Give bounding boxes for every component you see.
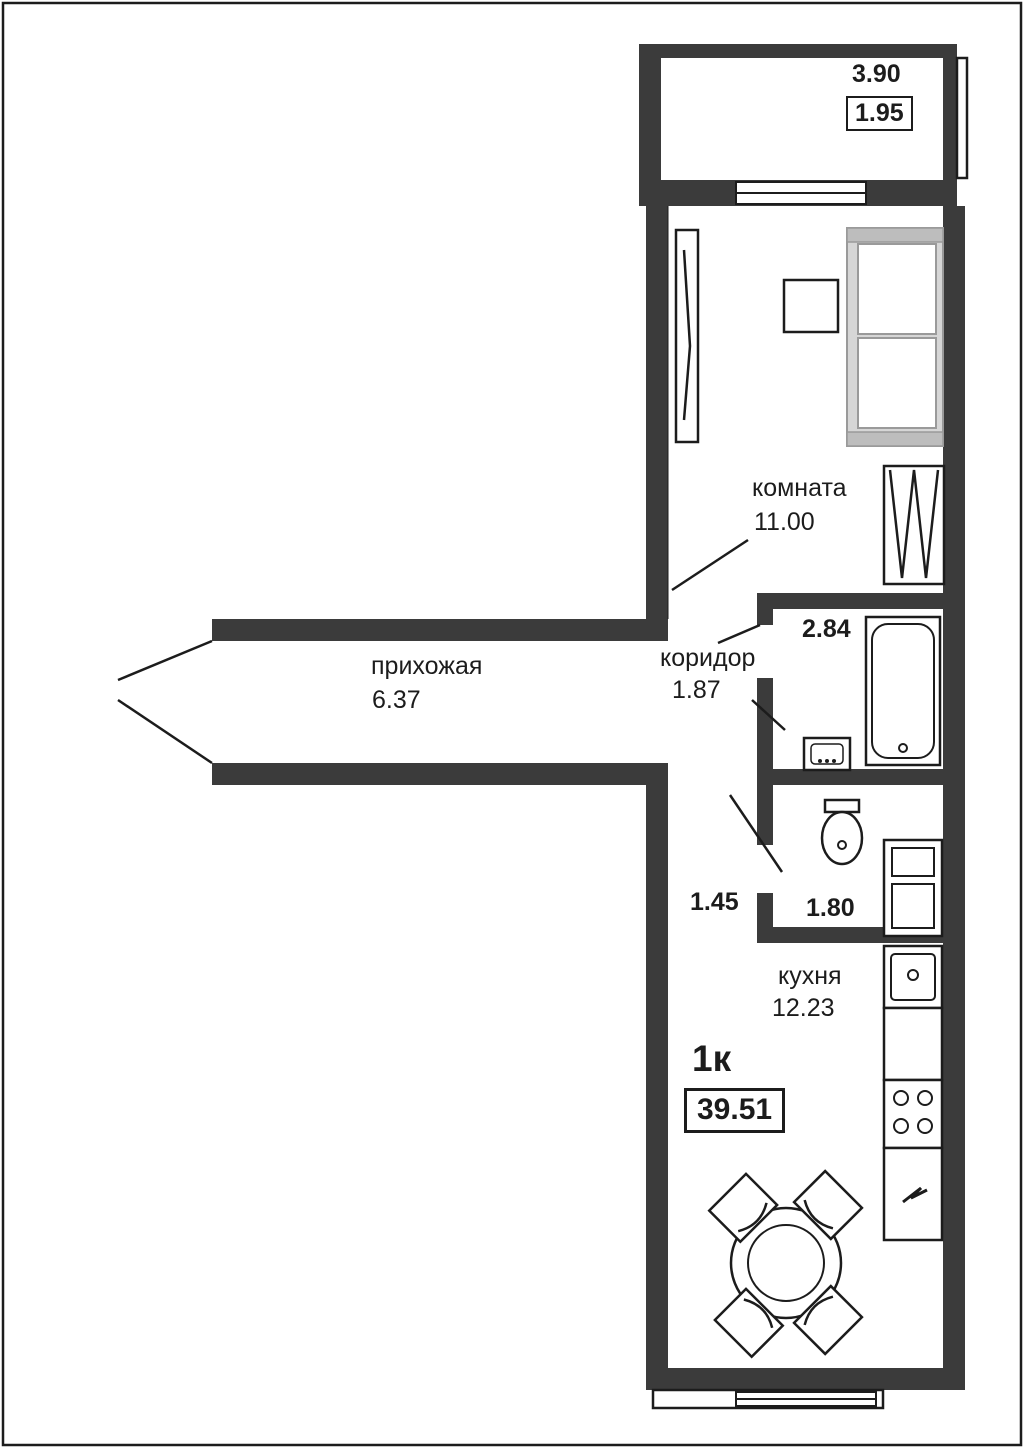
room-area-kuhnya: 12.23	[772, 994, 835, 1022]
dim-bathroom: 2.84	[802, 615, 851, 643]
leader-wc	[730, 795, 782, 872]
wall-kitchen-left	[646, 785, 668, 1390]
room-label-komnata: комната	[752, 474, 847, 502]
wall-bottom-facade	[646, 1368, 965, 1390]
stove	[884, 1080, 942, 1148]
wall-bath-left-a	[757, 593, 773, 625]
side-table	[784, 280, 838, 332]
wall-hall-left-top	[212, 619, 234, 641]
wall-exterior-right	[943, 206, 965, 1390]
fridge	[884, 840, 942, 936]
wall-hall-top	[212, 619, 668, 641]
leader-hall-2	[118, 700, 212, 763]
wall-hall-bottom	[212, 763, 668, 785]
window-room	[676, 230, 698, 442]
dim-balcony-full: 3.90	[852, 60, 901, 88]
wall-wc-left-a	[757, 785, 773, 845]
balcony-glazing	[957, 58, 967, 178]
leader-komnata	[672, 540, 748, 590]
bathtub	[866, 617, 940, 765]
dim-wc-depth: 1.80	[806, 894, 855, 922]
wall-bath-left-b	[757, 678, 773, 785]
dim-wc-width: 1.45	[690, 888, 739, 916]
room-area-komnata: 11.00	[754, 508, 815, 536]
room-label-kuhnya: кухня	[778, 962, 842, 990]
wall-balcony-left	[639, 44, 661, 194]
leader-hall-1	[118, 641, 212, 680]
wall-balcony-right	[943, 44, 957, 194]
toilet	[822, 800, 862, 864]
dim-balcony-half: 1.95	[846, 96, 913, 131]
electric-symbol	[884, 1148, 942, 1240]
wall-bath-top	[757, 593, 965, 609]
counter	[884, 1008, 942, 1080]
leader-koridor-a	[718, 625, 760, 643]
room-area-koridor: 1.87	[672, 676, 721, 704]
wall-bath-bottom	[757, 769, 965, 785]
wardrobe	[884, 466, 944, 584]
washbasin	[804, 738, 850, 770]
total-area-label: 39.51	[684, 1088, 785, 1133]
room-label-koridor: коридор	[660, 644, 756, 672]
room-label-prihozhaya: прихожая	[371, 652, 483, 680]
wall-room-left	[646, 206, 668, 619]
room-area-prihozhaya: 6.37	[372, 686, 421, 714]
total-rooms-label: 1к	[692, 1038, 732, 1079]
kitchen-sink	[884, 946, 942, 1008]
wall-balcony-top	[639, 44, 957, 58]
fixtures-group	[676, 228, 944, 1357]
sofa	[847, 228, 943, 446]
